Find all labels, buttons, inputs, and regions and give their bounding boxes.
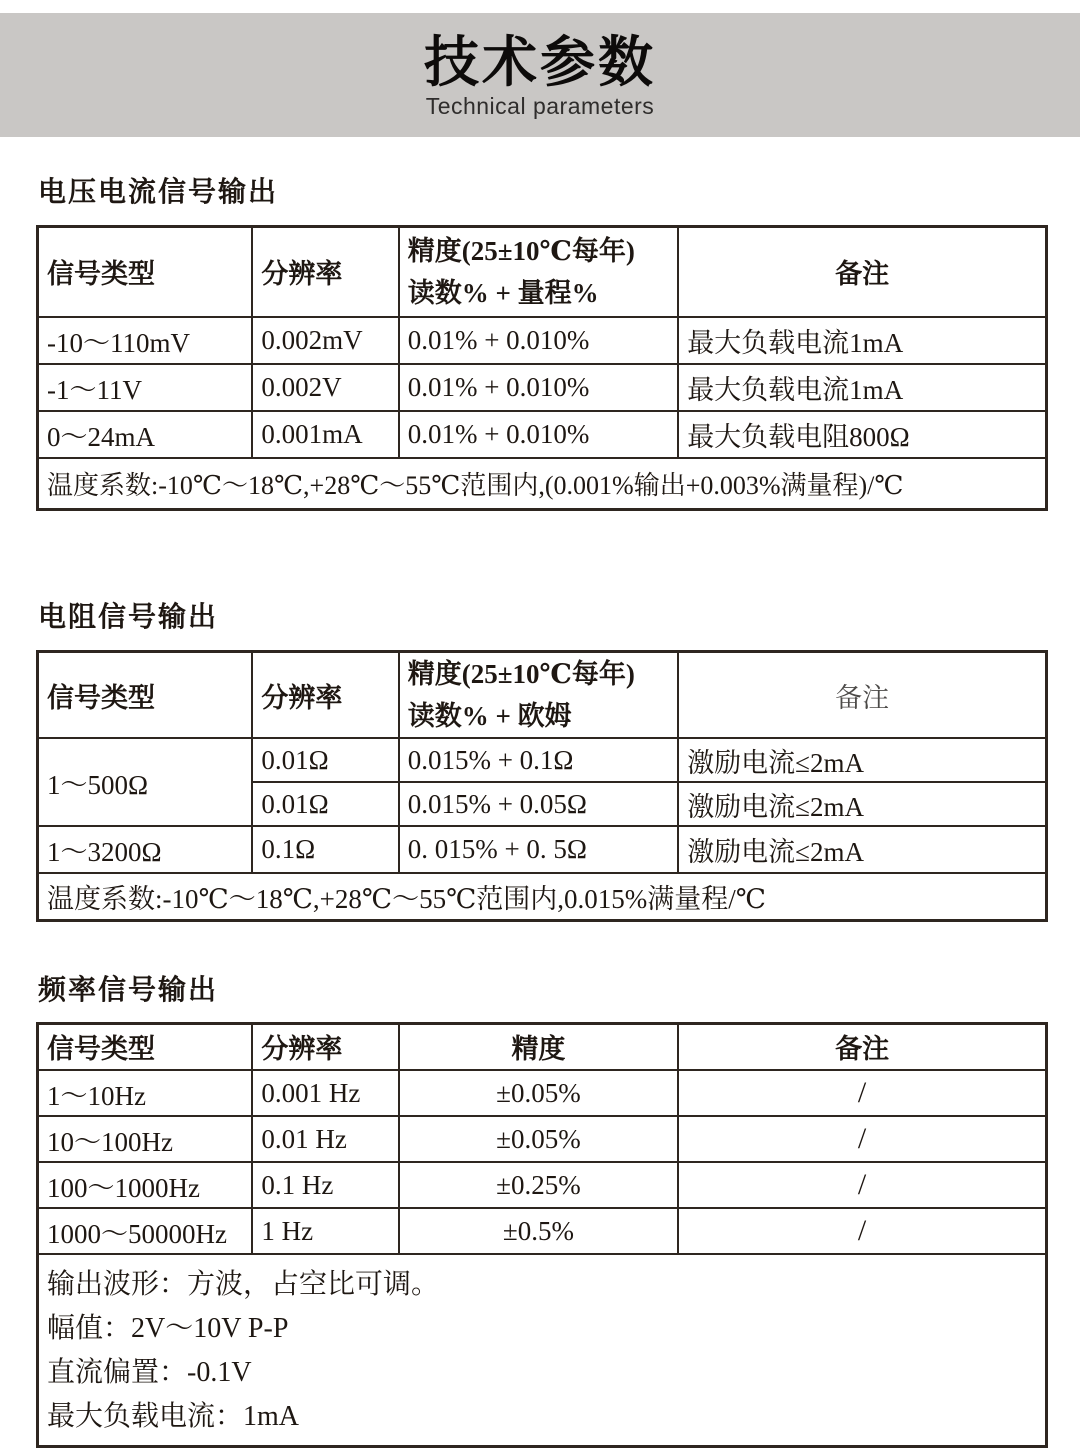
table-cell: 0.015% + 0.1Ω bbox=[399, 738, 678, 782]
page-title: 技术参数 bbox=[0, 13, 1080, 93]
page-subtitle: Technical parameters bbox=[0, 93, 1080, 119]
note-waveform: 输出波形：方波，占空比可调。 bbox=[47, 1263, 1037, 1307]
table-cell: 0. 015% + 0. 5Ω bbox=[399, 826, 678, 873]
table-header-row bbox=[38, 227, 1047, 317]
table-header-row bbox=[38, 652, 1047, 739]
header-cell-signal-type: 信号类型 bbox=[38, 652, 253, 739]
header-cell-resolution: 分辨率 bbox=[252, 1023, 398, 1070]
table-cell: 100～1000Hz bbox=[38, 1162, 253, 1208]
table-cell: 最大负载电阻800Ω bbox=[678, 411, 1046, 458]
table-cell: 1 Hz bbox=[252, 1208, 398, 1254]
table-row bbox=[38, 826, 1047, 873]
table-footer-row bbox=[38, 1254, 1047, 1447]
header-cell-remark: 备注 bbox=[678, 227, 1046, 317]
header-cell-remark: 备注 bbox=[678, 1023, 1046, 1070]
header-cell-accuracy bbox=[399, 652, 678, 739]
accuracy-header-line1: 精度(25±10℃每年) bbox=[408, 230, 669, 272]
table-cell: 1000～50000Hz bbox=[38, 1208, 253, 1254]
table-cell: 0.1 Hz bbox=[252, 1162, 398, 1208]
table-cell: 0.01% + 0.010% bbox=[399, 317, 678, 364]
table-row bbox=[38, 411, 1047, 458]
table-cell: 激励电流≤2mA bbox=[678, 738, 1046, 782]
temperature-coefficient-note: 温度系数:-10℃～18℃,+28℃～55℃范围内,0.015%满量程/℃ bbox=[38, 873, 1047, 920]
table-cell: ±0.5% bbox=[399, 1208, 678, 1254]
header-cell-resolution: 分辨率 bbox=[252, 652, 398, 739]
table-cell: / bbox=[678, 1162, 1046, 1208]
table-cell: 0.001mA bbox=[252, 411, 398, 458]
spec-table-resistance bbox=[36, 650, 1048, 922]
table-cell: 最大负载电流1mA bbox=[678, 317, 1046, 364]
table-cell: 1～10Hz bbox=[38, 1070, 253, 1116]
spec-table-voltage-current bbox=[36, 225, 1048, 511]
accuracy-header-line2: 读数% + 欧姆 bbox=[408, 695, 669, 737]
table-footer-row bbox=[38, 458, 1047, 510]
section-title-frequency: 频率信号输出 bbox=[36, 972, 1048, 1010]
table-row bbox=[38, 1162, 1047, 1208]
table-cell: 1～3200Ω bbox=[38, 826, 253, 873]
header-cell-resolution: 分辨率 bbox=[252, 227, 398, 317]
table-cell: 激励电流≤2mA bbox=[678, 826, 1046, 873]
table-row bbox=[38, 317, 1047, 364]
table-row bbox=[38, 738, 1047, 782]
note-amplitude: 幅值：2V～10V P-P bbox=[47, 1307, 1037, 1351]
table-cell: 0.002mV bbox=[252, 317, 398, 364]
accuracy-header-line1: 精度(25±10℃每年) bbox=[408, 653, 669, 695]
spec-table-frequency bbox=[36, 1022, 1048, 1448]
note-dc-offset: 直流偏置：-0.1V bbox=[47, 1351, 1037, 1395]
table-cell: / bbox=[678, 1070, 1046, 1116]
page-content bbox=[36, 174, 1048, 1448]
table-cell: 激励电流≤2mA bbox=[678, 782, 1046, 826]
table-row bbox=[38, 364, 1047, 411]
table-cell: 0～24mA bbox=[38, 411, 253, 458]
output-waveform-notes bbox=[38, 1254, 1047, 1447]
table-cell: 0.01% + 0.010% bbox=[399, 411, 678, 458]
section-title-resistance: 电阻信号输出 bbox=[36, 599, 1048, 637]
header-cell-accuracy bbox=[399, 227, 678, 317]
table-cell: / bbox=[678, 1208, 1046, 1254]
table-cell: 最大负载电流1mA bbox=[678, 364, 1046, 411]
table-cell: -1～11V bbox=[38, 364, 253, 411]
section-title-voltage-current: 电压电流信号输出 bbox=[36, 174, 1048, 212]
table-cell: 0.01% + 0.010% bbox=[399, 364, 678, 411]
temperature-coefficient-note: 温度系数:-10℃～18℃,+28℃～55℃范围内,(0.001%输出+0.003%满量程)/℃ bbox=[38, 458, 1047, 510]
table-cell: 0.1Ω bbox=[252, 826, 398, 873]
header-cell-remark: 备注 bbox=[678, 652, 1046, 739]
table-cell: / bbox=[678, 1116, 1046, 1162]
table-cell: -10～110mV bbox=[38, 317, 253, 364]
table-cell: 10～100Hz bbox=[38, 1116, 253, 1162]
header-cell-signal-type: 信号类型 bbox=[38, 227, 253, 317]
table-cell: 0.01Ω bbox=[252, 782, 398, 826]
table-cell: 0.01Ω bbox=[252, 738, 398, 782]
table-row bbox=[38, 1116, 1047, 1162]
table-cell: 0.01 Hz bbox=[252, 1116, 398, 1162]
table-cell: 0.015% + 0.05Ω bbox=[399, 782, 678, 826]
table-cell: 0.002V bbox=[252, 364, 398, 411]
table-cell: ±0.05% bbox=[399, 1070, 678, 1116]
note-max-load-current: 最大负载电流：1mA bbox=[47, 1395, 1037, 1439]
table-row bbox=[38, 1070, 1047, 1116]
table-cell: 0.001 Hz bbox=[252, 1070, 398, 1116]
table-cell-range-group: 1～500Ω bbox=[38, 738, 253, 826]
table-row bbox=[38, 1208, 1047, 1254]
table-header-row bbox=[38, 1023, 1047, 1070]
header-cell-signal-type: 信号类型 bbox=[38, 1023, 253, 1070]
header-cell-accuracy: 精度 bbox=[399, 1023, 678, 1070]
table-cell: ±0.05% bbox=[399, 1116, 678, 1162]
table-footer-row bbox=[38, 873, 1047, 920]
accuracy-header-line2: 读数% + 量程% bbox=[408, 272, 669, 314]
table-cell: ±0.25% bbox=[399, 1162, 678, 1208]
page-header-band bbox=[0, 13, 1080, 137]
